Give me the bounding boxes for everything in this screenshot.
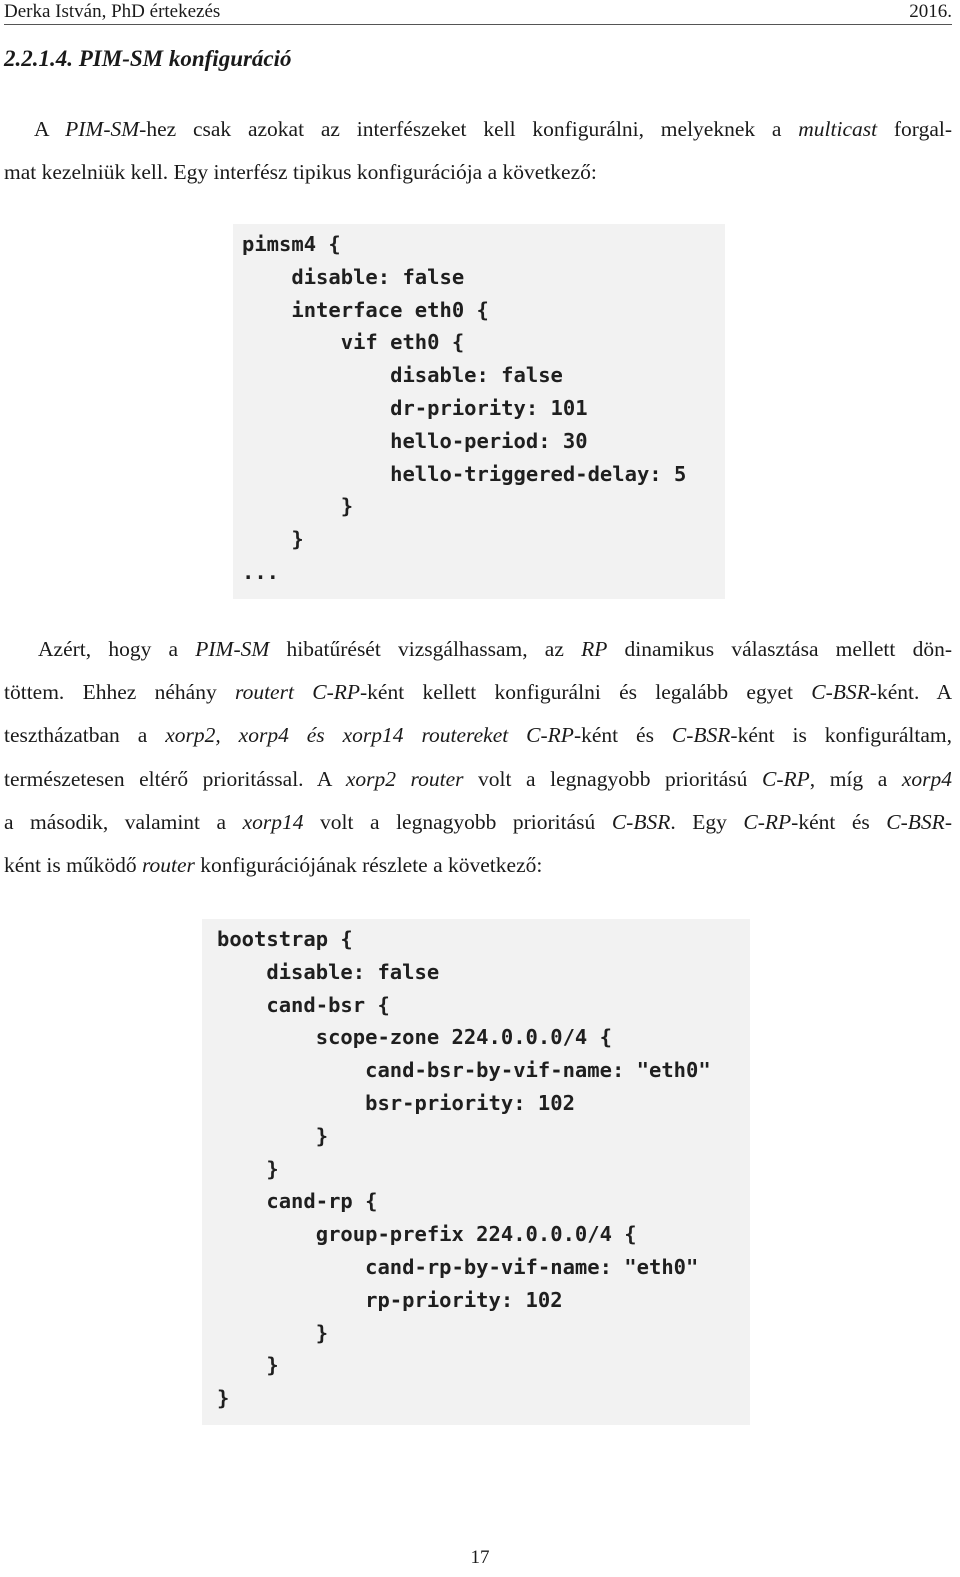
bootstrap-code-block bbox=[202, 919, 750, 1425]
body-line-3: tesztházatban a xorp2, xorp4 és xorp14 routereket C-RP-ként és C-BSR-ként is konfiguráltam, bbox=[4, 723, 952, 748]
section-heading: 2.2.1.4. PIM-SM konfiguráció bbox=[4, 46, 292, 71]
body-line-5: a második, valamint a xorp14 volt a legnagyobb prioritású C-BSR. Egy C-RP-ként és C-BSR- bbox=[4, 809, 952, 834]
page-header bbox=[4, 0, 952, 25]
body-line-1: Azért, hogy a PIM-SM hibatűrését vizsgálhassam, az RP dinamikus választása mellett dön- bbox=[38, 637, 952, 661]
intro-line-1: A PIM-SM-hez csak azokat az interfészeket kell konfigurálni, melyeknek a multicast forgal- bbox=[34, 117, 952, 141]
pimsm-code-block bbox=[233, 224, 725, 599]
intro-paragraph bbox=[4, 108, 952, 194]
bootstrap-code: bootstrap { disable: false cand-bsr { scope-zone 224.0.0.0/4 { cand-bsr-by-vif-name: "eth0" bsr-priority: 102 } } cand-rp { group-prefix 224.0.0.0/4 { cand-rp-by-vif-name: "eth0" rp-priority: 102 } } } bbox=[217, 927, 711, 1411]
header-year: 2016. bbox=[909, 1, 952, 22]
body-line-2: töttem. Ehhez néhány routert C-RP-ként kellett konfigurálni és legalább egyet C-BSR-ként. A bbox=[4, 680, 952, 705]
intro-line-2: mat kezelniük kell. Egy interfész tipikus konfigurációja a következő: bbox=[4, 160, 597, 184]
body-line-4: természetesen eltérő prioritással. A xorp2 router volt a legnagyobb prioritású C-RP, míg a xorp4 bbox=[4, 766, 952, 791]
page-number: 17 bbox=[470, 1547, 490, 1568]
header-author-title: Derka István, PhD értekezés bbox=[4, 1, 221, 22]
pimsm-code: pimsm4 { disable: false interface eth0 { vif eth0 { disable: false dr-priority: 101 hello-period: 30 hello-triggered-delay: 5 } } ... bbox=[242, 232, 687, 584]
body-line-6: ként is működő router konfigurációjának részlete a következő: bbox=[4, 853, 543, 878]
body-paragraph bbox=[4, 628, 952, 887]
